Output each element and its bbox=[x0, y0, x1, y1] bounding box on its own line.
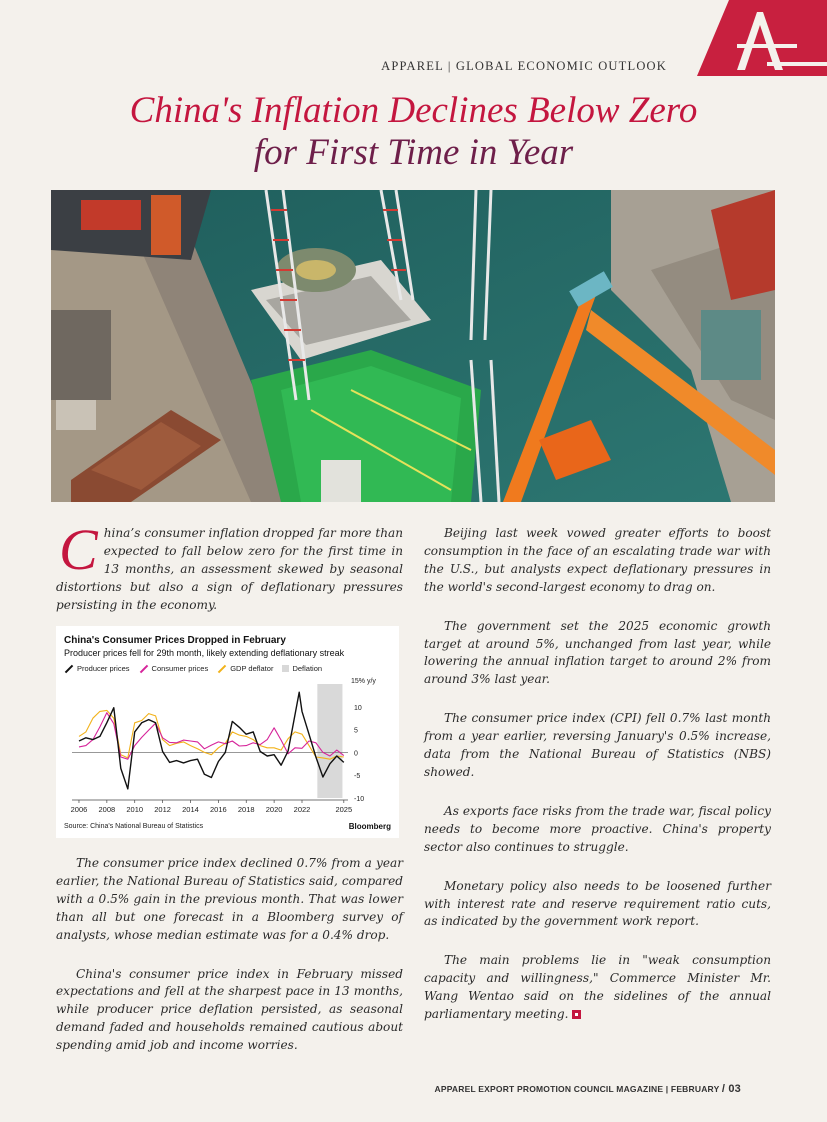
footer-text: APPAREL EXPORT PROMOTION COUNCIL MAGAZINE | FEBRUARY bbox=[434, 1084, 720, 1094]
magazine-logo bbox=[677, 0, 827, 76]
chart-plot bbox=[56, 676, 399, 836]
x-tick-label: 2020 bbox=[265, 805, 283, 814]
series-line-producer-prices bbox=[79, 692, 344, 789]
legend-label-deflation: Deflation bbox=[292, 664, 323, 673]
body-paragraph: Beijing last week vowed greater efforts to boost consumption in the face of an escalating trade war with the U.S., but analysts expect deflationary pressures in the world's second-largest economy to drag on. bbox=[424, 526, 771, 594]
body-paragraph: Monetary policy also needs to be loosened further with interest rate and reserve requirement ratio cuts, as indicated by the government work report. bbox=[424, 878, 771, 929]
closing-paragraph-text: The main problems lie in "weak consumption capacity and willingness," Commerce Minister Mr. Wang Wentao said on the sidelines of the annual parliamentary meeting. bbox=[424, 953, 771, 1022]
legend-label-producer: Producer prices bbox=[77, 664, 130, 673]
title-line-1: China's Inflation Declines Below Zero bbox=[129, 90, 698, 131]
closing-paragraph bbox=[424, 952, 771, 1024]
y-unit-label: 15% y/y bbox=[351, 678, 376, 685]
legend-swatch-deflation bbox=[282, 665, 289, 672]
cpi-chart bbox=[56, 626, 399, 838]
hero-image bbox=[51, 190, 775, 502]
legend-swatch-deflator bbox=[218, 664, 226, 672]
legend-swatch-consumer bbox=[139, 664, 147, 672]
title-line-2: for First Time in Year bbox=[253, 132, 574, 173]
body-paragraph: The consumer price index declined 0.7% from a year earlier, the National Bureau of Statistics said, compared with a 0.5% gain in the previous month. That was lower than all but one forecast in a Bloomberg survey of analysts, whose median estimate was for a 0.4% drop. bbox=[56, 856, 403, 942]
legend-item-deflation bbox=[282, 664, 322, 673]
left-column-lower bbox=[56, 855, 403, 1076]
y-tick-label: 10 bbox=[354, 704, 362, 712]
right-column bbox=[424, 525, 771, 1045]
lead-paragraph bbox=[56, 517, 403, 615]
x-tick-label: 2014 bbox=[182, 805, 199, 814]
lead-paragraph-text: hina’s consumer inflation dropped far more than expected to fall below zero for the first time in 13 months, an assessment skewed by seasonal distortions but also a sign of deflationary pressures persisting in the economy. bbox=[56, 526, 403, 612]
x-tick-label: 2010 bbox=[126, 805, 144, 814]
chart-title: China's Consumer Prices Dropped in February bbox=[64, 635, 286, 646]
legend-item-producer bbox=[64, 664, 130, 673]
x-tick-label: 2025 bbox=[335, 805, 353, 814]
deflation-band bbox=[317, 684, 342, 798]
legend-item-deflator bbox=[217, 664, 273, 673]
chart-legend bbox=[64, 664, 322, 673]
x-tick-label: 2018 bbox=[237, 805, 255, 814]
chart-brand: Bloomberg bbox=[348, 822, 391, 831]
chart-subtitle: Producer prices fell for 29th month, likely extending deflationary streak bbox=[64, 648, 345, 658]
x-tick-label: 2008 bbox=[98, 805, 116, 814]
section-label: APPAREL | GLOBAL ECONOMIC OUTLOOK bbox=[381, 59, 667, 73]
body-paragraph: The government set the 2025 economic growth target at around 5%, unchanged from last year, while lowering the annual inflation target to around 2% from around 3% last year. bbox=[424, 618, 771, 687]
body-paragraph: As exports face risks from the trade war, fiscal policy needs to become more proactive. China's property sector also continues to struggle. bbox=[424, 803, 771, 854]
x-tick-label: 2006 bbox=[70, 805, 88, 814]
chart-source: Source: China's National Bureau of Statistics bbox=[64, 823, 204, 830]
legend-label-consumer: Consumer prices bbox=[151, 664, 209, 673]
legend-swatch-producer bbox=[65, 664, 73, 672]
page-footer bbox=[434, 1083, 741, 1095]
left-column bbox=[56, 517, 403, 615]
y-tick-label: -5 bbox=[354, 773, 361, 781]
x-tick-label: 2022 bbox=[293, 805, 311, 814]
body-paragraph: China's consumer price index in February missed expectations and fell at the sharpest pace in 13 months, while producer price deflation persisted, as seasonal demand faded and households remained cautious about spending amid job and income worries. bbox=[56, 966, 403, 1053]
y-tick-label: -10 bbox=[354, 796, 365, 803]
end-of-article-icon bbox=[572, 1010, 581, 1019]
legend-item-consumer bbox=[139, 664, 209, 673]
article-title bbox=[40, 90, 787, 174]
page-number: / 03 bbox=[721, 1083, 741, 1095]
x-tick-label: 2016 bbox=[210, 805, 227, 814]
x-tick-label: 2012 bbox=[154, 805, 171, 814]
legend-label-deflator: GDP deflator bbox=[230, 664, 274, 673]
body-paragraph: The consumer price index (CPI) fell 0.7% last month from a year earlier, reversing January's 0.5% increase, data from the National Bureau of Statistics (NBS) showed. bbox=[424, 711, 771, 779]
y-tick-label: 0 bbox=[354, 750, 358, 758]
drop-cap: C bbox=[59, 517, 98, 582]
y-tick-label: 5 bbox=[354, 727, 358, 735]
